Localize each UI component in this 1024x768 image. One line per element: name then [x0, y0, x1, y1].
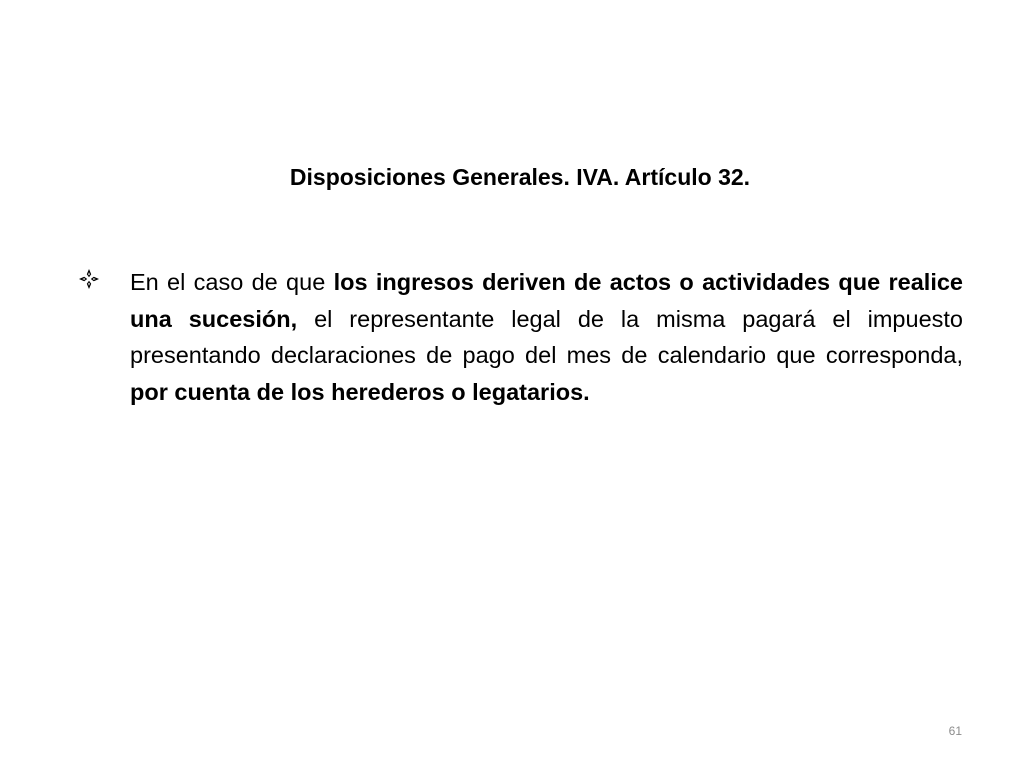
bullet-text	[130, 264, 963, 410]
bullet-text-segment: En el caso de que	[130, 269, 334, 295]
bullet-text-segment: el representante legal de la misma pagará el impuesto presentando declaraciones de pago del mes de calendario que corresponda,	[130, 305, 963, 368]
bullet-text-segment-bold: los ingresos deriven de actos o actividades que realice una sucesión,	[130, 269, 963, 332]
bullet-text-segment-bold: por cuenta de los herederos o legatarios.	[130, 378, 590, 405]
diamond-four-petal-bullet-icon	[78, 268, 100, 290]
slide-title: Disposiciones Generales. IVA. Artículo 32.	[289, 164, 751, 190]
page-number: 61	[948, 724, 962, 738]
